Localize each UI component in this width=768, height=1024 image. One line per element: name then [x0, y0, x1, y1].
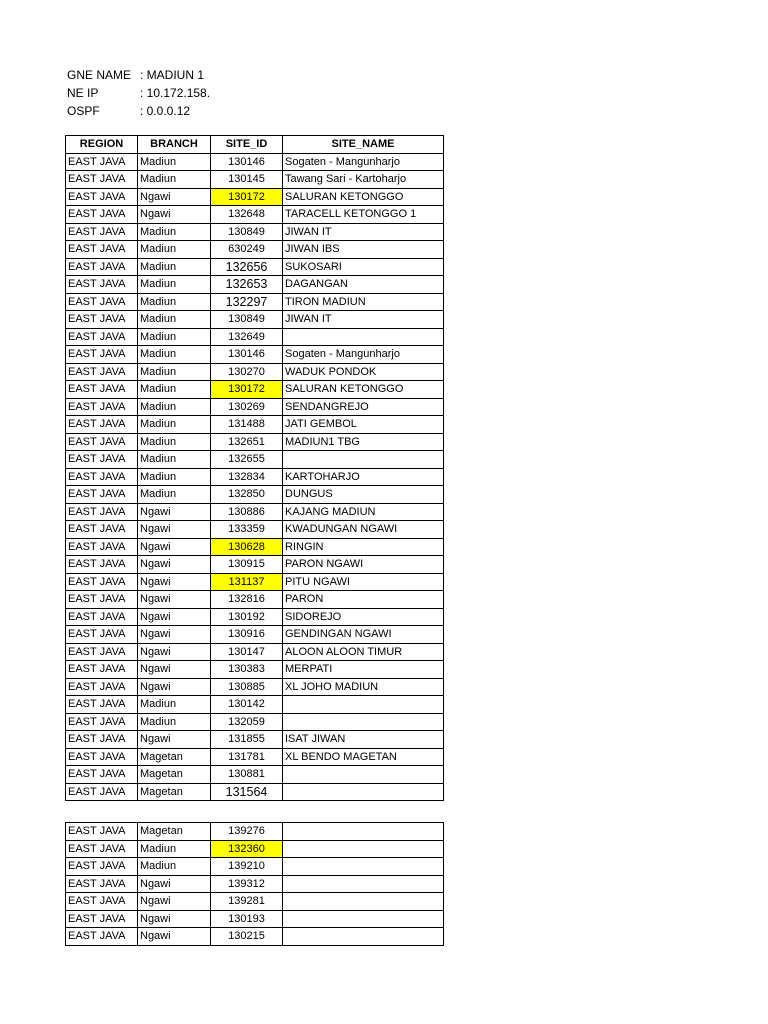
site-id-cell: 130269 — [211, 398, 283, 416]
table-row — [66, 258, 444, 276]
branch-cell: Ngawi — [138, 893, 211, 911]
site-id-cell: 139276 — [211, 823, 283, 841]
branch-cell: Ngawi — [138, 626, 211, 644]
site-id-cell: 130172 — [211, 381, 283, 399]
table-row — [66, 731, 444, 749]
site-name-cell: JIWAN IBS — [283, 241, 444, 259]
region-cell: EAST JAVA — [66, 858, 138, 876]
branch-cell: Ngawi — [138, 538, 211, 556]
site-name-cell — [283, 910, 444, 928]
region-cell: EAST JAVA — [66, 276, 138, 294]
branch-cell: Madiun — [138, 451, 211, 469]
site-name-cell — [283, 875, 444, 893]
branch-cell: Ngawi — [138, 188, 211, 206]
ne-ip-row — [67, 84, 210, 102]
site-id-cell: 130881 — [211, 766, 283, 784]
region-cell: EAST JAVA — [66, 451, 138, 469]
site-name-cell: PARON — [283, 591, 444, 609]
region-cell: EAST JAVA — [66, 591, 138, 609]
region-cell: EAST JAVA — [66, 241, 138, 259]
ospf-label: OSPF — [67, 104, 100, 118]
branch-cell: Ngawi — [138, 503, 211, 521]
table-row — [66, 928, 444, 946]
site-id-cell: 630249 — [211, 241, 283, 259]
table-row — [66, 206, 444, 224]
region-cell: EAST JAVA — [66, 538, 138, 556]
site-id-cell: 139210 — [211, 858, 283, 876]
site-name-cell: TIRON MADIUN — [283, 293, 444, 311]
table-row — [66, 626, 444, 644]
site-name-cell: SUKOSARI — [283, 258, 444, 276]
region-cell: EAST JAVA — [66, 206, 138, 224]
branch-cell: Madiun — [138, 363, 211, 381]
table-row — [66, 223, 444, 241]
table-row — [66, 468, 444, 486]
region-cell: EAST JAVA — [66, 696, 138, 714]
region-cell: EAST JAVA — [66, 433, 138, 451]
site-name-cell: JATI GEMBOL — [283, 416, 444, 434]
site-table-main — [65, 135, 444, 801]
site-id-cell: 132653 — [211, 276, 283, 294]
site-name-cell: MERPATI — [283, 661, 444, 679]
site-name-cell: JIWAN IT — [283, 311, 444, 329]
branch-cell: Ngawi — [138, 661, 211, 679]
site-id-cell: 132360 — [211, 840, 283, 858]
table-row — [66, 573, 444, 591]
site-name-cell: GENDINGAN NGAWI — [283, 626, 444, 644]
site-id-cell: 130915 — [211, 556, 283, 574]
gne-name-value: : MADIUN 1 — [140, 68, 205, 82]
region-cell: EAST JAVA — [66, 153, 138, 171]
site-id-cell: 131137 — [211, 573, 283, 591]
site-name-cell — [283, 823, 444, 841]
gne-name-row — [67, 66, 210, 84]
region-cell: EAST JAVA — [66, 416, 138, 434]
site-id-cell: 139312 — [211, 875, 283, 893]
site-id-cell: 133359 — [211, 521, 283, 539]
branch-cell: Madiun — [138, 381, 211, 399]
branch-cell: Madiun — [138, 840, 211, 858]
branch-cell: Madiun — [138, 858, 211, 876]
table-row — [66, 591, 444, 609]
site-table-extra — [65, 822, 444, 946]
region-cell: EAST JAVA — [66, 661, 138, 679]
site-name-cell — [283, 928, 444, 946]
region-cell: EAST JAVA — [66, 678, 138, 696]
site-id-cell: 130383 — [211, 661, 283, 679]
site-name-cell: JIWAN IT — [283, 223, 444, 241]
region-cell: EAST JAVA — [66, 311, 138, 329]
branch-cell: Madiun — [138, 276, 211, 294]
site-name-cell: KWADUNGAN NGAWI — [283, 521, 444, 539]
site-name-cell: KARTOHARJO — [283, 468, 444, 486]
site-id-cell: 130142 — [211, 696, 283, 714]
region-cell: EAST JAVA — [66, 521, 138, 539]
branch-cell: Ngawi — [138, 678, 211, 696]
table-row — [66, 328, 444, 346]
site-id-cell: 130193 — [211, 910, 283, 928]
table-row — [66, 643, 444, 661]
site-id-cell: 131781 — [211, 748, 283, 766]
gne-name-label: GNE NAME — [67, 68, 132, 82]
site-id-cell: 130145 — [211, 171, 283, 189]
site-id-cell: 132834 — [211, 468, 283, 486]
site-name-cell — [283, 766, 444, 784]
table-row — [66, 823, 444, 841]
branch-cell: Ngawi — [138, 521, 211, 539]
branch-cell: Ngawi — [138, 573, 211, 591]
region-cell: EAST JAVA — [66, 258, 138, 276]
branch-cell: Magetan — [138, 783, 211, 801]
region-cell: EAST JAVA — [66, 486, 138, 504]
site-id-cell: 130146 — [211, 346, 283, 364]
table-row — [66, 678, 444, 696]
column-header-region: REGION — [66, 136, 138, 154]
branch-cell: Ngawi — [138, 556, 211, 574]
site-name-cell: RINGIN — [283, 538, 444, 556]
site-id-cell: 132816 — [211, 591, 283, 609]
site-id-cell: 132649 — [211, 328, 283, 346]
table-row — [66, 486, 444, 504]
site-name-cell: ISAT JIWAN — [283, 731, 444, 749]
table-row — [66, 875, 444, 893]
branch-cell: Magetan — [138, 766, 211, 784]
region-cell: EAST JAVA — [66, 928, 138, 946]
ospf-value: : 0.0.0.12 — [140, 104, 191, 118]
region-cell: EAST JAVA — [66, 731, 138, 749]
branch-cell: Ngawi — [138, 608, 211, 626]
branch-cell: Madiun — [138, 311, 211, 329]
site-name-cell: TARACELL KETONGGO 1 — [283, 206, 444, 224]
region-cell: EAST JAVA — [66, 503, 138, 521]
site-name-cell — [283, 858, 444, 876]
branch-cell: Ngawi — [138, 731, 211, 749]
table-row — [66, 910, 444, 928]
site-id-cell: 130885 — [211, 678, 283, 696]
branch-cell: Madiun — [138, 223, 211, 241]
region-cell: EAST JAVA — [66, 381, 138, 399]
site-name-cell: DUNGUS — [283, 486, 444, 504]
table-row — [66, 153, 444, 171]
site-id-cell: 132297 — [211, 293, 283, 311]
site-id-cell: 130270 — [211, 363, 283, 381]
table-row — [66, 696, 444, 714]
site-id-cell: 132655 — [211, 451, 283, 469]
column-header-site-id: SITE_ID — [211, 136, 283, 154]
table-row — [66, 241, 444, 259]
site-id-cell: 130215 — [211, 928, 283, 946]
branch-cell: Madiun — [138, 328, 211, 346]
branch-cell: Ngawi — [138, 643, 211, 661]
site-id-cell: 130172 — [211, 188, 283, 206]
site-name-cell — [283, 893, 444, 911]
column-header-branch: BRANCH — [138, 136, 211, 154]
branch-cell: Magetan — [138, 748, 211, 766]
site-name-cell: SENDANGREJO — [283, 398, 444, 416]
branch-cell: Madiun — [138, 486, 211, 504]
region-cell: EAST JAVA — [66, 766, 138, 784]
branch-cell: Ngawi — [138, 928, 211, 946]
table-row — [66, 858, 444, 876]
region-cell: EAST JAVA — [66, 328, 138, 346]
region-cell: EAST JAVA — [66, 840, 138, 858]
site-name-cell: Sogaten - Mangunharjo — [283, 346, 444, 364]
table-row — [66, 276, 444, 294]
table-row — [66, 363, 444, 381]
site-id-cell: 131488 — [211, 416, 283, 434]
table-row — [66, 293, 444, 311]
region-cell: EAST JAVA — [66, 713, 138, 731]
site-id-cell: 132651 — [211, 433, 283, 451]
region-cell: EAST JAVA — [66, 643, 138, 661]
site-id-cell: 131855 — [211, 731, 283, 749]
table-row — [66, 416, 444, 434]
region-cell: EAST JAVA — [66, 293, 138, 311]
site-name-cell: SIDOREJO — [283, 608, 444, 626]
ne-ip-label: NE IP — [67, 86, 99, 100]
branch-cell: Madiun — [138, 241, 211, 259]
branch-cell: Ngawi — [138, 206, 211, 224]
site-name-cell: KAJANG MADIUN — [283, 503, 444, 521]
site-name-cell: XL BENDO MAGETAN — [283, 748, 444, 766]
region-cell: EAST JAVA — [66, 188, 138, 206]
site-id-cell: 132656 — [211, 258, 283, 276]
site-name-cell — [283, 783, 444, 801]
site-id-cell: 130147 — [211, 643, 283, 661]
table-row — [66, 608, 444, 626]
branch-cell: Madiun — [138, 346, 211, 364]
table-row — [66, 503, 444, 521]
site-id-cell: 130849 — [211, 311, 283, 329]
region-cell: EAST JAVA — [66, 875, 138, 893]
site-name-cell — [283, 696, 444, 714]
table-row — [66, 346, 444, 364]
table-row — [66, 398, 444, 416]
table-row — [66, 748, 444, 766]
branch-cell: Ngawi — [138, 591, 211, 609]
document-header — [67, 66, 210, 120]
region-cell: EAST JAVA — [66, 346, 138, 364]
branch-cell: Madiun — [138, 416, 211, 434]
site-id-cell: 130628 — [211, 538, 283, 556]
region-cell: EAST JAVA — [66, 363, 138, 381]
site-name-cell: PARON NGAWI — [283, 556, 444, 574]
site-id-cell: 130916 — [211, 626, 283, 644]
site-name-cell: PITU NGAWI — [283, 573, 444, 591]
ospf-row — [67, 102, 210, 120]
ne-ip-value: : 10.172.158. — [140, 86, 211, 100]
region-cell: EAST JAVA — [66, 398, 138, 416]
branch-cell: Madiun — [138, 696, 211, 714]
branch-cell: Madiun — [138, 433, 211, 451]
region-cell: EAST JAVA — [66, 573, 138, 591]
site-id-cell: 130849 — [211, 223, 283, 241]
table-row — [66, 188, 444, 206]
region-cell: EAST JAVA — [66, 608, 138, 626]
table-row — [66, 381, 444, 399]
branch-cell: Ngawi — [138, 910, 211, 928]
column-header-site-name: SITE_NAME — [283, 136, 444, 154]
site-name-cell: XL JOHO MADIUN — [283, 678, 444, 696]
site-id-cell: 132850 — [211, 486, 283, 504]
site-name-cell — [283, 840, 444, 858]
site-id-cell: 130146 — [211, 153, 283, 171]
region-cell: EAST JAVA — [66, 171, 138, 189]
site-name-cell: DAGANGAN — [283, 276, 444, 294]
table-row — [66, 521, 444, 539]
site-id-cell: 131564 — [211, 783, 283, 801]
site-name-cell: ALOON ALOON TIMUR — [283, 643, 444, 661]
table-row — [66, 433, 444, 451]
site-id-cell: 132059 — [211, 713, 283, 731]
branch-cell: Madiun — [138, 468, 211, 486]
branch-cell: Madiun — [138, 293, 211, 311]
table-row — [66, 311, 444, 329]
site-name-cell: SALURAN KETONGGO — [283, 381, 444, 399]
region-cell: EAST JAVA — [66, 783, 138, 801]
table-row — [66, 451, 444, 469]
branch-cell: Madiun — [138, 171, 211, 189]
table-row — [66, 556, 444, 574]
table-header-row — [66, 136, 444, 154]
table-row — [66, 840, 444, 858]
branch-cell: Madiun — [138, 713, 211, 731]
region-cell: EAST JAVA — [66, 468, 138, 486]
region-cell: EAST JAVA — [66, 626, 138, 644]
branch-cell: Madiun — [138, 153, 211, 171]
site-id-cell: 132648 — [211, 206, 283, 224]
branch-cell: Ngawi — [138, 875, 211, 893]
site-name-cell: WADUK PONDOK — [283, 363, 444, 381]
region-cell: EAST JAVA — [66, 893, 138, 911]
site-name-cell: Sogaten - Mangunharjo — [283, 153, 444, 171]
table-row — [66, 893, 444, 911]
site-id-cell: 130886 — [211, 503, 283, 521]
table-row — [66, 661, 444, 679]
region-cell: EAST JAVA — [66, 748, 138, 766]
site-name-cell — [283, 713, 444, 731]
site-name-cell — [283, 451, 444, 469]
region-cell: EAST JAVA — [66, 223, 138, 241]
table-row — [66, 538, 444, 556]
region-cell: EAST JAVA — [66, 910, 138, 928]
table-row — [66, 783, 444, 801]
site-id-cell: 139281 — [211, 893, 283, 911]
site-name-cell — [283, 328, 444, 346]
table-row — [66, 713, 444, 731]
site-name-cell: MADIUN1 TBG — [283, 433, 444, 451]
table-row — [66, 766, 444, 784]
region-cell: EAST JAVA — [66, 556, 138, 574]
site-name-cell: SALURAN KETONGGO — [283, 188, 444, 206]
table-row — [66, 171, 444, 189]
region-cell: EAST JAVA — [66, 823, 138, 841]
branch-cell: Madiun — [138, 398, 211, 416]
branch-cell: Magetan — [138, 823, 211, 841]
site-id-cell: 130192 — [211, 608, 283, 626]
branch-cell: Madiun — [138, 258, 211, 276]
site-name-cell: Tawang Sari - Kartoharjo — [283, 171, 444, 189]
